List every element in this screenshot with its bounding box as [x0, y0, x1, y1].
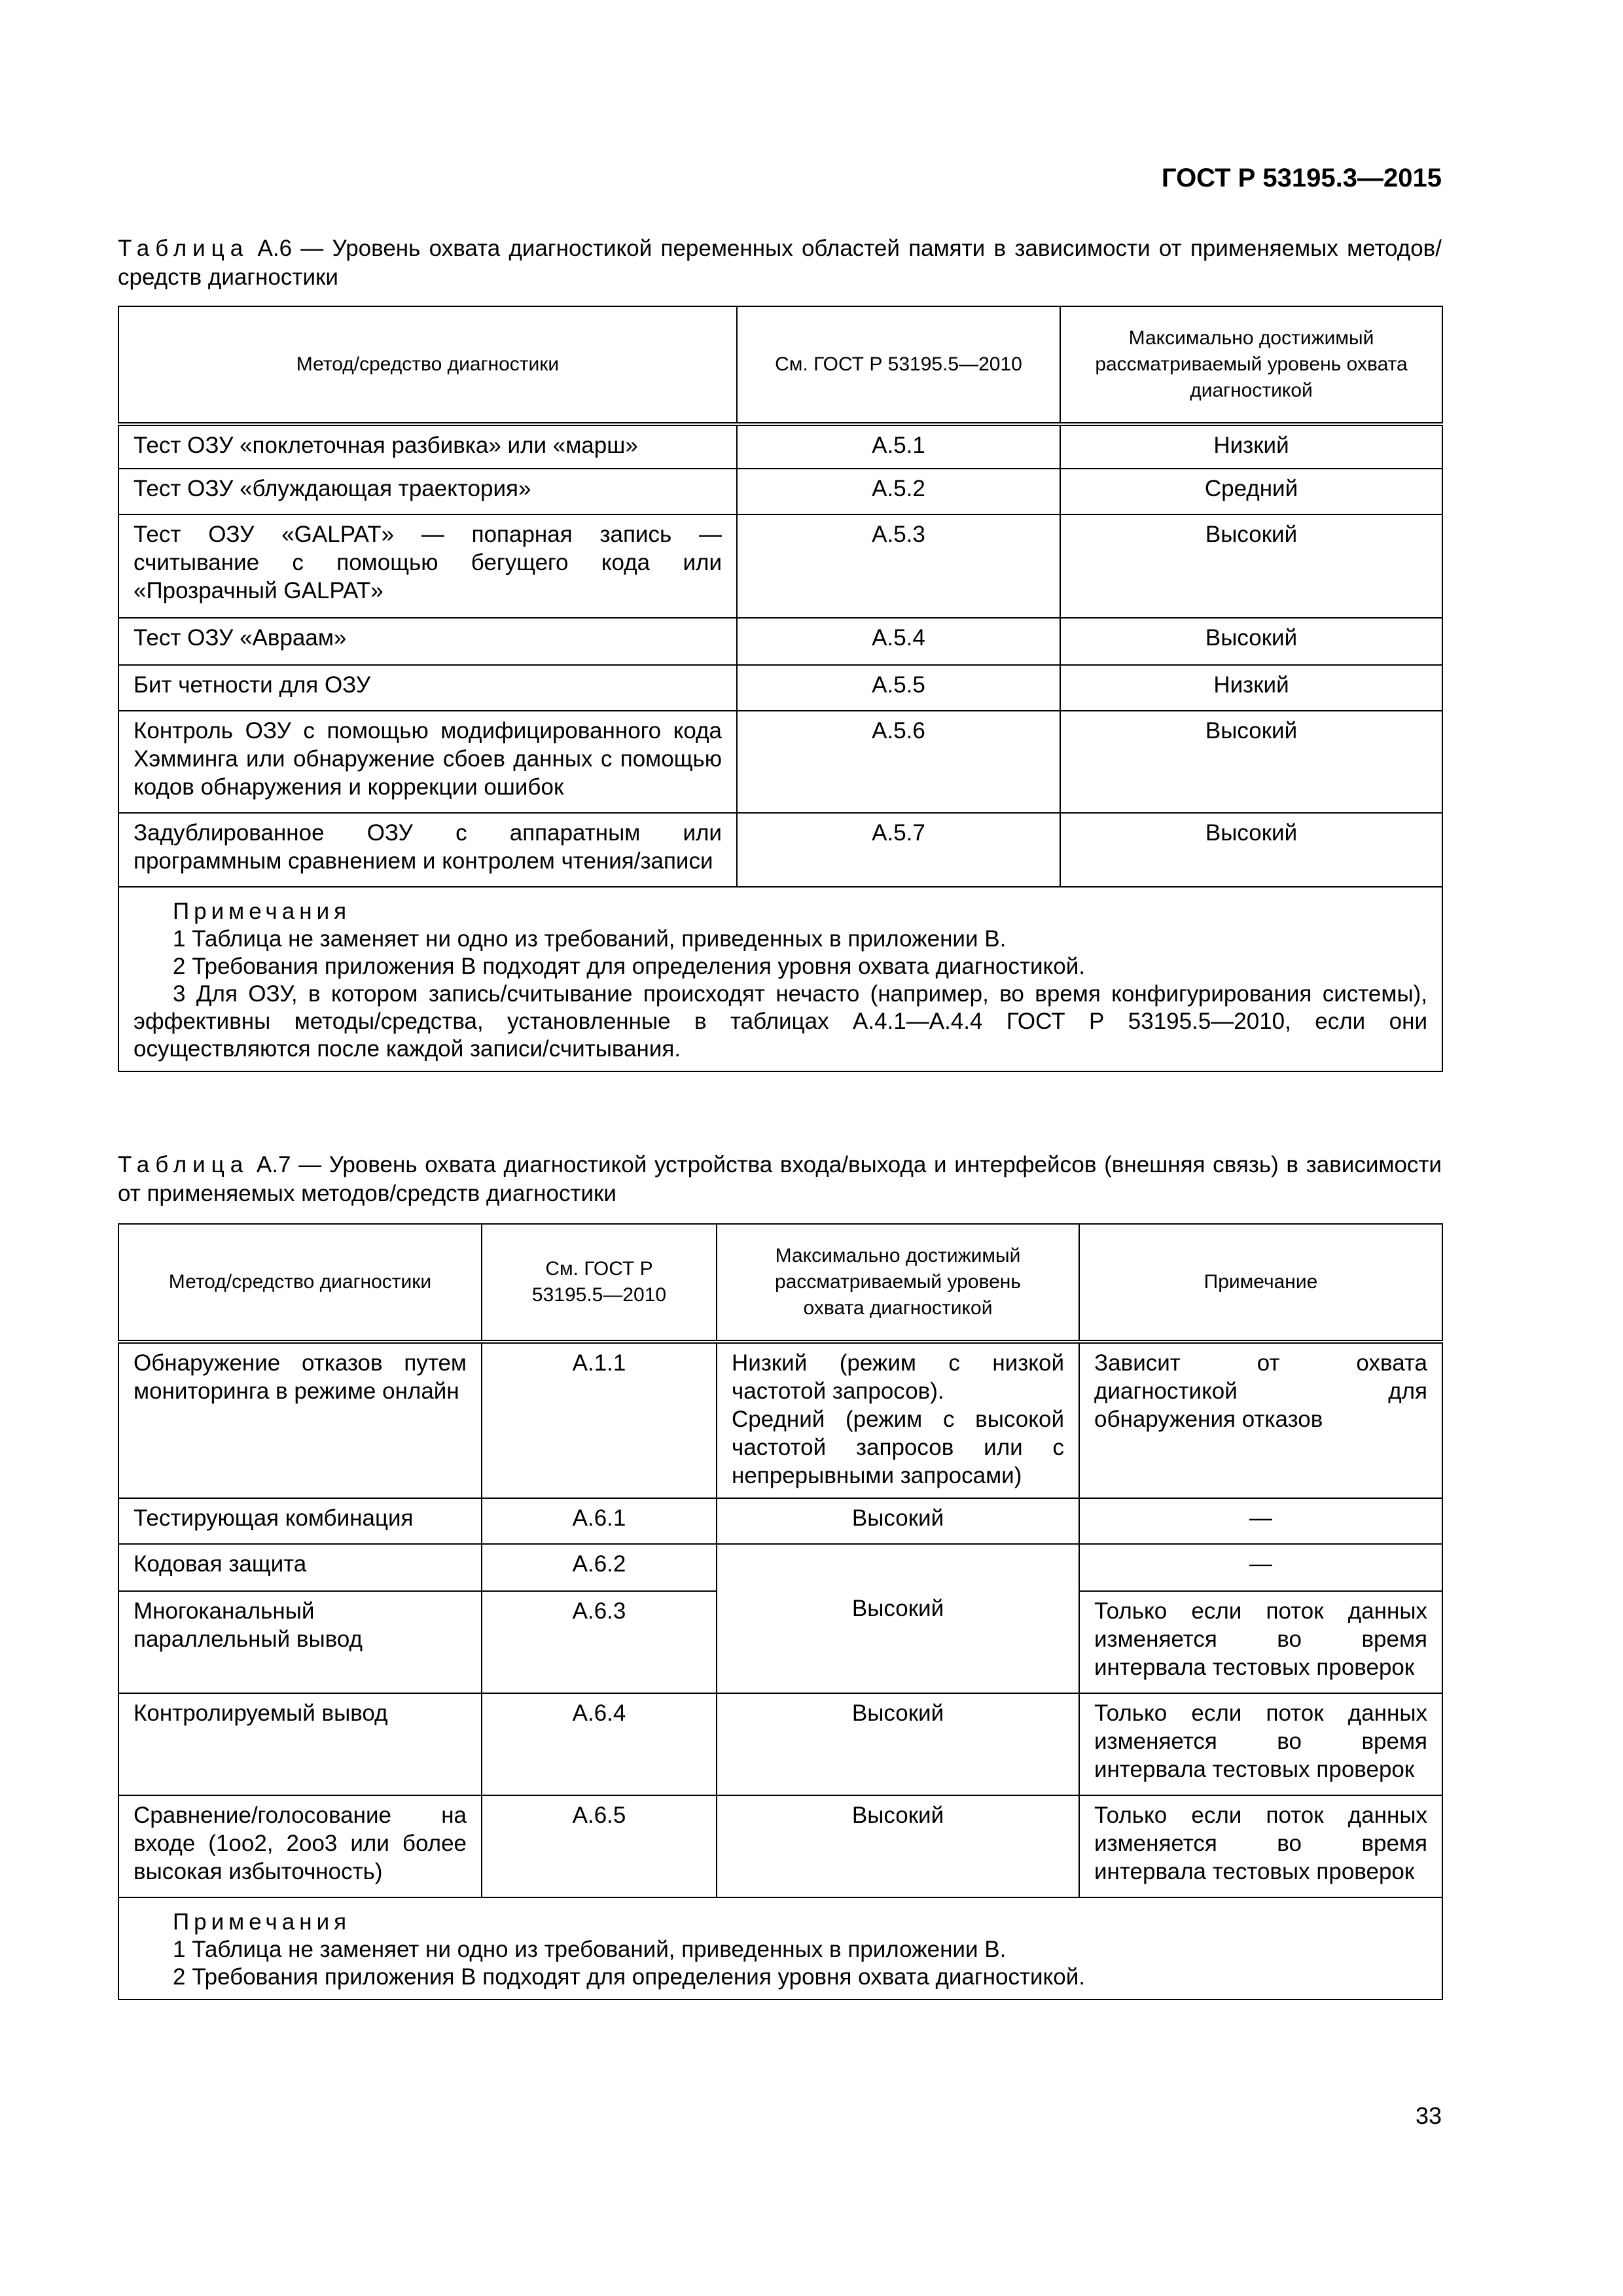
- method-cell: Тестирующая комбинация: [118, 1498, 482, 1544]
- note-cell: Только если поток данных изменяется во время интервала тестовых проверок: [1079, 1693, 1442, 1795]
- method-cell: Сравнение/голосование на входе (1oo2, 2oo3 или более высокая избыточность): [118, 1795, 482, 1897]
- note-cell: Только если поток данных изменяется во время интервала тестовых проверок: [1079, 1591, 1442, 1693]
- table-row: [118, 618, 1442, 665]
- reference-cell: А.5.7: [737, 813, 1060, 887]
- table-notes: [118, 887, 1442, 1071]
- table-a6-caption: [118, 234, 1442, 292]
- method-cell: Контроль ОЗУ с помощью модифицированного кода Хэмминга или обнаружение сбоев данных с помощью кодов обнаружения и коррекции ошибок: [118, 711, 737, 813]
- notes-row: [118, 1897, 1442, 2000]
- table-row: [118, 1795, 1442, 1897]
- coverage-cell: Высокий: [1060, 618, 1442, 665]
- coverage-cell: Высокий: [1060, 711, 1442, 813]
- reference-cell: А.5.5: [737, 665, 1060, 711]
- table-row: [118, 1498, 1442, 1544]
- table-row: [118, 514, 1442, 618]
- method-cell: Задублированное ОЗУ с аппаратным или программным сравнением и контролем чтения/записи: [118, 813, 737, 887]
- reference-cell: А.6.1: [482, 1498, 717, 1544]
- note-item: 1 Таблица не заменяет ни одно из требований, приведенных в приложении В.: [173, 926, 1007, 952]
- table-row: [118, 665, 1442, 711]
- coverage-cell: Низкий: [1060, 424, 1442, 469]
- note-cell: Только если поток данных изменяется во время интервала тестовых проверок: [1079, 1795, 1442, 1897]
- coverage-cell: Низкий (режим с низкой частотой запросов). Средний (режим с высокой частотой запросов или с непрерывными запросами): [717, 1342, 1079, 1498]
- caption-label: Таблица: [118, 1152, 249, 1177]
- coverage-cell: Высокий: [717, 1544, 1079, 1693]
- note-cell: —: [1079, 1498, 1442, 1544]
- table-row: [118, 1342, 1442, 1498]
- header-note: Примечание: [1079, 1224, 1442, 1342]
- note-item: 3 Для ОЗУ, в котором запись/считывание происходят нечасто (например, во время конфигурирования системы), эффективны методы/средства, установленные в таблицах А.4.1—А.4.4 ГОСТ Р 53195.5—2010, если они осуществляются после каждой записи/считывания.: [134, 981, 1427, 1062]
- notes-title: Примечания: [173, 1909, 351, 1935]
- coverage-cell: Низкий: [1060, 665, 1442, 711]
- reference-cell: А.5.4: [737, 618, 1060, 665]
- table-row: [118, 813, 1442, 887]
- reference-cell: А.6.4: [482, 1693, 717, 1795]
- coverage-cell: Высокий: [717, 1498, 1079, 1544]
- reference-cell: А.5.2: [737, 469, 1060, 514]
- reference-cell: А.5.6: [737, 711, 1060, 813]
- table-row: [118, 424, 1442, 469]
- caption-text: А.6 — Уровень охвата диагностикой переменных областей памяти в зависимости от применяемых методов/средств диагностики: [118, 236, 1442, 290]
- method-cell: Тест ОЗУ «блуждающая траектория»: [118, 469, 737, 514]
- note-item: 1 Таблица не заменяет ни одно из требований, приведенных в приложении В.: [173, 1937, 1007, 1962]
- table-row: [118, 1544, 1442, 1591]
- header-reference: См. ГОСТ Р 53195.5—2010: [482, 1224, 717, 1342]
- header-method: Метод/средство диагностики: [118, 1224, 482, 1342]
- reference-cell: А.1.1: [482, 1342, 717, 1498]
- caption-text: А.7 — Уровень охвата диагностикой устройства входа/выхода и интерфейсов (внешняя связь) в зависимости от применяемых методов/средств диагностики: [118, 1152, 1442, 1206]
- method-cell: Кодовая защита: [118, 1544, 482, 1591]
- header-coverage: Максимально достижимый рассматриваемый уровень охвата диагностикой: [717, 1224, 1079, 1342]
- document-code: ГОСТ Р 53195.3—2015: [1161, 164, 1442, 192]
- notes-row: [118, 887, 1442, 1071]
- table-a7: [118, 1223, 1443, 2000]
- table-row: [118, 469, 1442, 514]
- page-number: 33: [1415, 2102, 1442, 2129]
- coverage-cell: Высокий: [717, 1795, 1079, 1897]
- reference-cell: А.5.3: [737, 514, 1060, 618]
- note-cell: —: [1079, 1544, 1442, 1591]
- coverage-cell: Высокий: [1060, 813, 1442, 887]
- coverage-cell: Высокий: [717, 1693, 1079, 1795]
- method-cell: Бит четности для ОЗУ: [118, 665, 737, 711]
- reference-cell: А.6.2: [482, 1544, 717, 1591]
- table-notes: [118, 1897, 1442, 2000]
- method-cell: Тест ОЗУ «поклеточная разбивка» или «марш»: [118, 424, 737, 469]
- method-cell: Многоканальный параллельный вывод: [118, 1591, 482, 1693]
- notes-title: Примечания: [173, 899, 351, 924]
- caption-label: Таблица: [118, 236, 249, 261]
- reference-cell: А.6.3: [482, 1591, 717, 1693]
- method-cell: Тест ОЗУ «GALPAT» — попарная запись — считывание с помощью бегущего кода или «Прозрачный GALPAT»: [118, 514, 737, 618]
- table-row: [118, 711, 1442, 813]
- reference-cell: А.5.1: [737, 424, 1060, 469]
- note-item: 2 Требования приложения В подходят для определения уровня охвата диагностикой.: [173, 1964, 1085, 1990]
- table-row: [118, 1693, 1442, 1795]
- method-cell: Контролируемый вывод: [118, 1693, 482, 1795]
- note-item: 2 Требования приложения В подходят для определения уровня охвата диагностикой.: [173, 954, 1085, 979]
- header-method: Метод/средство диагностики: [118, 306, 737, 424]
- header-coverage: Максимально достижимый рассматриваемый уровень охвата диагностикой: [1060, 306, 1442, 424]
- table-a6: [118, 306, 1443, 1072]
- note-cell: Зависит от охвата диагностикой для обнаружения отказов: [1079, 1342, 1442, 1498]
- header-reference: См. ГОСТ Р 53195.5—2010: [737, 306, 1060, 424]
- method-cell: Обнаружение отказов путем мониторинга в режиме онлайн: [118, 1342, 482, 1498]
- method-cell: Тест ОЗУ «Авраам»: [118, 618, 737, 665]
- coverage-cell: Высокий: [1060, 514, 1442, 618]
- reference-cell: А.6.5: [482, 1795, 717, 1897]
- coverage-cell: Средний: [1060, 469, 1442, 514]
- table-a7-caption: [118, 1151, 1442, 1208]
